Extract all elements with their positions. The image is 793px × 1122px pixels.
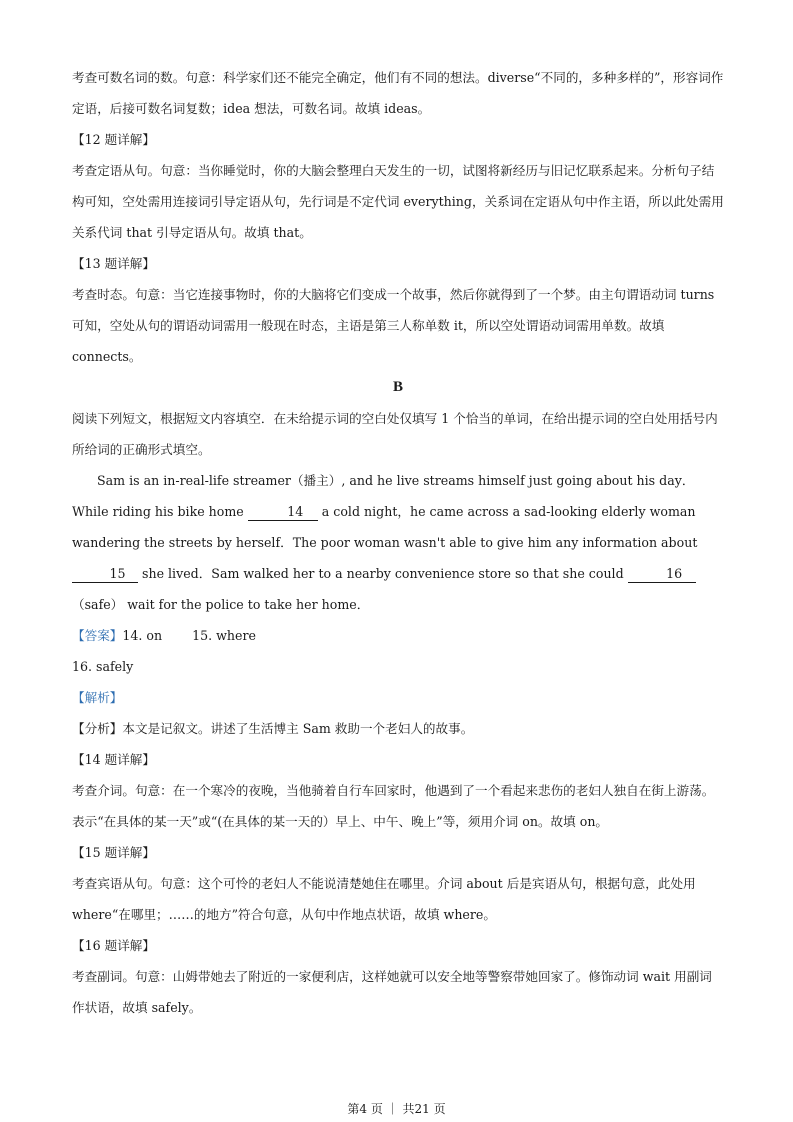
heading-15: 【15 题详解】 bbox=[72, 845, 155, 860]
passage-part-4: （safe） wait for the police to take her home． bbox=[72, 597, 370, 612]
explanation-15: 考查宾语从句。句意：这个可怜的老妇人不能说清楚她住在哪里。介词 about 后是宾语从句，根据句意，此处用 where“在哪里；……的地方”符合句意，从句中作地点状语，故填 where。 bbox=[72, 876, 696, 922]
passage-part-2: a cold night，he came across a sad-looking elderly woman wandering the streets by herself．The poor woman wasn't able to give him any information about bbox=[72, 504, 698, 550]
heading-16: 【16 题详解】 bbox=[72, 938, 155, 953]
heading-12: 【12 题详解】 bbox=[72, 132, 155, 147]
blank-14: 14 bbox=[248, 504, 318, 521]
answer-line bbox=[72, 620, 724, 651]
explanation-13: 考查时态。句意：当它连接事物时，你的大脑将它们变成一个故事，然后你就得到了一个梦。由主句谓语动词 turns 可知，空处从句的谓语动词需用一般现在时态，主语是第三人称单数 it，所以空处谓语动词需用单数。故填 connects。 bbox=[72, 287, 715, 364]
passage-part-1: Sam is an in-real-life streamer（播主）, and he live streams himself just going about his day．While riding his bike home bbox=[72, 473, 695, 519]
passage bbox=[72, 465, 724, 620]
analysis-summary: 【分析】本文是记叙文。讲述了生活博主 Sam 救助一个老妇人的故事。 bbox=[72, 721, 474, 736]
document-body bbox=[72, 62, 724, 1023]
answer-15: 15. where bbox=[192, 628, 256, 643]
instructions: 阅读下列短文，根据短文内容填空．在未给提示词的空白处仅填写 1 个恰当的单词，在给出提示词的空白处用括号内所给词的正确形式填空。 bbox=[72, 411, 718, 457]
answer-label: 【答案】 bbox=[72, 628, 123, 643]
answer-14: 14. on bbox=[122, 628, 163, 643]
analysis-label: 【解析】 bbox=[72, 690, 123, 705]
answer-16: 16. safely bbox=[72, 659, 134, 674]
passage-part-3: she lived．Sam walked her to a nearby convenience store so that she could bbox=[138, 566, 628, 581]
section-b-title: B bbox=[392, 379, 403, 395]
blank-16: 16 bbox=[628, 566, 696, 583]
blank-15: 15 bbox=[72, 566, 138, 583]
explanation-14: 考查介词。句意：在一个寒冷的夜晚，当他骑着自行车回家时，他遇到了一个看起来悲伤的老妇人独自在街上游荡。表示“在具体的某一天”或“(在具体的某一天的）早上、中午、晚上”等，须用介词 on。故填 on。 bbox=[72, 783, 715, 829]
explanation-12: 考查定语从句。句意：当你睡觉时，你的大脑会整理白天发生的一切，试图将新经历与旧记忆联系起来。分析句子结构可知，空处需用连接词引导定语从句，先行词是不定代词 everything，关系词在定语从句中作主语，所以此处需用关系代词 that 引导定语从句。故填 that。 bbox=[72, 163, 724, 240]
heading-13: 【13 题详解】 bbox=[72, 256, 155, 271]
heading-14: 【14 题详解】 bbox=[72, 752, 155, 767]
explanation-16: 考查副词。句意：山姆带她去了附近的一家便利店，这样她就可以安全地等警察带她回家了。修饰动词 wait 用副词作状语，故填 safely。 bbox=[72, 969, 712, 1015]
explanation-11: 考查可数名词的数。句意：科学家们还不能完全确定，他们有不同的想法。diverse“不同的，多种多样的”，形容词作定语，后接可数名词复数；idea 想法，可数名词。故填 ideas。 bbox=[72, 70, 724, 116]
page-footer: 第4 页 ｜ 共21 页 bbox=[347, 1102, 446, 1116]
